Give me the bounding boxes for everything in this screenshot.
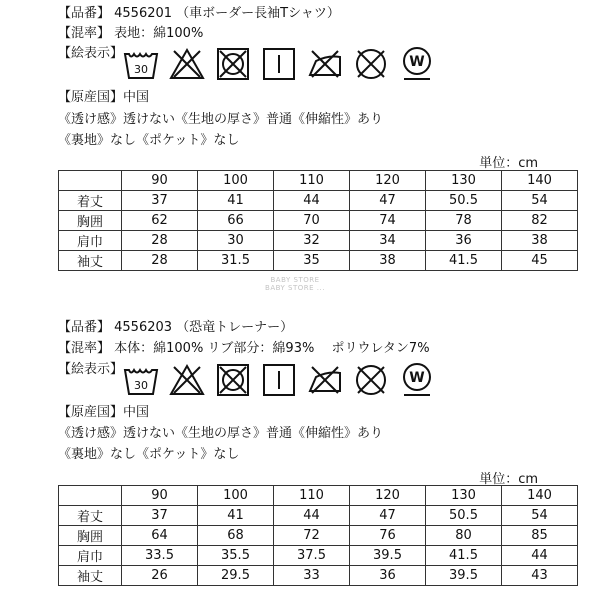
size-header-cell: 140 bbox=[502, 486, 578, 506]
size-header-row bbox=[59, 171, 578, 191]
value-cell: 36 bbox=[426, 231, 502, 251]
product-1-care-icons bbox=[122, 45, 444, 83]
wash-30-icon bbox=[122, 45, 160, 83]
value-cell: 47 bbox=[350, 191, 426, 211]
value-cell: 37.5 bbox=[274, 546, 350, 566]
value-cell: 78 bbox=[426, 211, 502, 231]
watermark: BABY STORE BABY STORE ... bbox=[265, 276, 325, 292]
value-cell: 31.5 bbox=[198, 251, 274, 271]
table-row bbox=[59, 546, 578, 566]
row-label-cell: 肩巾 bbox=[59, 546, 122, 566]
product-2-hinban: 【品番】 4556203 （恐竜トレーナー） bbox=[58, 320, 294, 335]
line-dry-icon bbox=[260, 361, 298, 399]
size-header-cell: 90 bbox=[122, 171, 198, 191]
value-cell: 85 bbox=[502, 526, 578, 546]
row-label-cell: 着丈 bbox=[59, 191, 122, 211]
size-header-cell: 130 bbox=[426, 486, 502, 506]
value-cell: 70 bbox=[274, 211, 350, 231]
size-header-cell: 90 bbox=[122, 486, 198, 506]
product-1-hinban: 【品番】 4556201 （車ボーダー長袖Tシャツ） bbox=[58, 6, 340, 21]
svg-text:W: W bbox=[409, 54, 425, 70]
product-2-care-icons bbox=[122, 361, 444, 399]
value-cell: 30 bbox=[198, 231, 274, 251]
product-2-eyo-label: 【絵表示】 bbox=[58, 362, 124, 377]
size-header-cell: 140 bbox=[502, 171, 578, 191]
product-2-konritsu: 【混率】 本体：綿100% リブ部分：綿93% ポリウレタン7% bbox=[58, 341, 430, 356]
value-cell: 74 bbox=[350, 211, 426, 231]
table-row bbox=[59, 231, 578, 251]
table-row bbox=[59, 526, 578, 546]
wet-clean-icon bbox=[398, 361, 436, 399]
value-cell: 38 bbox=[350, 251, 426, 271]
value-cell: 50.5 bbox=[426, 506, 502, 526]
no-tumble-dry-icon bbox=[214, 361, 252, 399]
value-cell: 35 bbox=[274, 251, 350, 271]
value-cell: 33 bbox=[274, 566, 350, 586]
product-1-eyo-label: 【絵表示】 bbox=[58, 46, 124, 61]
value-cell: 72 bbox=[274, 526, 350, 546]
product-1-spec-2: 《裏地》なし《ポケット》なし bbox=[58, 133, 240, 148]
value-cell: 38 bbox=[502, 231, 578, 251]
product-2-spec-2: 《裏地》なし《ポケット》なし bbox=[58, 447, 240, 462]
value-cell: 76 bbox=[350, 526, 426, 546]
product-2-unit: 単位：cm bbox=[479, 472, 538, 487]
product-1-konritsu: 【混率】 表地：綿100% bbox=[58, 26, 204, 41]
value-cell: 50.5 bbox=[426, 191, 502, 211]
value-cell: 54 bbox=[502, 191, 578, 211]
size-header-cell: 100 bbox=[198, 171, 274, 191]
value-cell: 36 bbox=[350, 566, 426, 586]
row-label-cell: 袖丈 bbox=[59, 251, 122, 271]
wet-clean-icon bbox=[398, 45, 436, 83]
value-cell: 47 bbox=[350, 506, 426, 526]
value-cell: 33.5 bbox=[122, 546, 198, 566]
no-bleach-icon bbox=[168, 45, 206, 83]
value-cell: 28 bbox=[122, 231, 198, 251]
value-cell: 34 bbox=[350, 231, 426, 251]
row-label-cell: 着丈 bbox=[59, 506, 122, 526]
svg-text:30: 30 bbox=[134, 63, 148, 76]
value-cell: 29.5 bbox=[198, 566, 274, 586]
value-cell: 28 bbox=[122, 251, 198, 271]
product-1-spec-1: 《透け感》透けない《生地の厚さ》普通《伸縮性》あり bbox=[58, 112, 384, 127]
no-dry-clean-icon bbox=[352, 361, 390, 399]
line-dry-icon bbox=[260, 45, 298, 83]
product-1-origin: 【原産国】中国 bbox=[58, 90, 150, 105]
value-cell: 41.5 bbox=[426, 546, 502, 566]
value-cell: 35.5 bbox=[198, 546, 274, 566]
value-cell: 39.5 bbox=[350, 546, 426, 566]
size-header-cell: 120 bbox=[350, 171, 426, 191]
value-cell: 82 bbox=[502, 211, 578, 231]
value-cell: 41 bbox=[198, 506, 274, 526]
value-cell: 37 bbox=[122, 191, 198, 211]
value-cell: 26 bbox=[122, 566, 198, 586]
size-header-cell: 110 bbox=[274, 486, 350, 506]
value-cell: 66 bbox=[198, 211, 274, 231]
no-dry-clean-icon bbox=[352, 45, 390, 83]
header-corner-cell bbox=[59, 171, 122, 191]
product-1-unit: 単位：cm bbox=[479, 156, 538, 171]
table-row bbox=[59, 506, 578, 526]
row-label-cell: 胸囲 bbox=[59, 526, 122, 546]
value-cell: 45 bbox=[502, 251, 578, 271]
size-header-cell: 120 bbox=[350, 486, 426, 506]
value-cell: 44 bbox=[274, 506, 350, 526]
value-cell: 44 bbox=[502, 546, 578, 566]
value-cell: 64 bbox=[122, 526, 198, 546]
value-cell: 54 bbox=[502, 506, 578, 526]
size-header-cell: 130 bbox=[426, 171, 502, 191]
header-corner-cell bbox=[59, 486, 122, 506]
size-header-cell: 100 bbox=[198, 486, 274, 506]
svg-text:W: W bbox=[409, 370, 425, 386]
no-tumble-dry-icon bbox=[214, 45, 252, 83]
no-iron-icon bbox=[306, 45, 344, 83]
row-label-cell: 胸囲 bbox=[59, 211, 122, 231]
svg-text:30: 30 bbox=[134, 379, 148, 392]
wash-30-icon bbox=[122, 361, 160, 399]
value-cell: 62 bbox=[122, 211, 198, 231]
value-cell: 43 bbox=[502, 566, 578, 586]
table-row bbox=[59, 191, 578, 211]
value-cell: 39.5 bbox=[426, 566, 502, 586]
value-cell: 80 bbox=[426, 526, 502, 546]
size-header-cell: 110 bbox=[274, 171, 350, 191]
table-row bbox=[59, 566, 578, 586]
value-cell: 68 bbox=[198, 526, 274, 546]
product-2-size-table bbox=[58, 485, 578, 586]
value-cell: 32 bbox=[274, 231, 350, 251]
product-1-size-table bbox=[58, 170, 578, 271]
size-header-row bbox=[59, 486, 578, 506]
row-label-cell: 袖丈 bbox=[59, 566, 122, 586]
row-label-cell: 肩巾 bbox=[59, 231, 122, 251]
value-cell: 37 bbox=[122, 506, 198, 526]
value-cell: 44 bbox=[274, 191, 350, 211]
table-row bbox=[59, 211, 578, 231]
table-row bbox=[59, 251, 578, 271]
product-2-origin: 【原産国】中国 bbox=[58, 405, 150, 420]
value-cell: 41 bbox=[198, 191, 274, 211]
product-2-spec-1: 《透け感》透けない《生地の厚さ》普通《伸縮性》あり bbox=[58, 426, 384, 441]
value-cell: 41.5 bbox=[426, 251, 502, 271]
no-iron-icon bbox=[306, 361, 344, 399]
no-bleach-icon bbox=[168, 361, 206, 399]
